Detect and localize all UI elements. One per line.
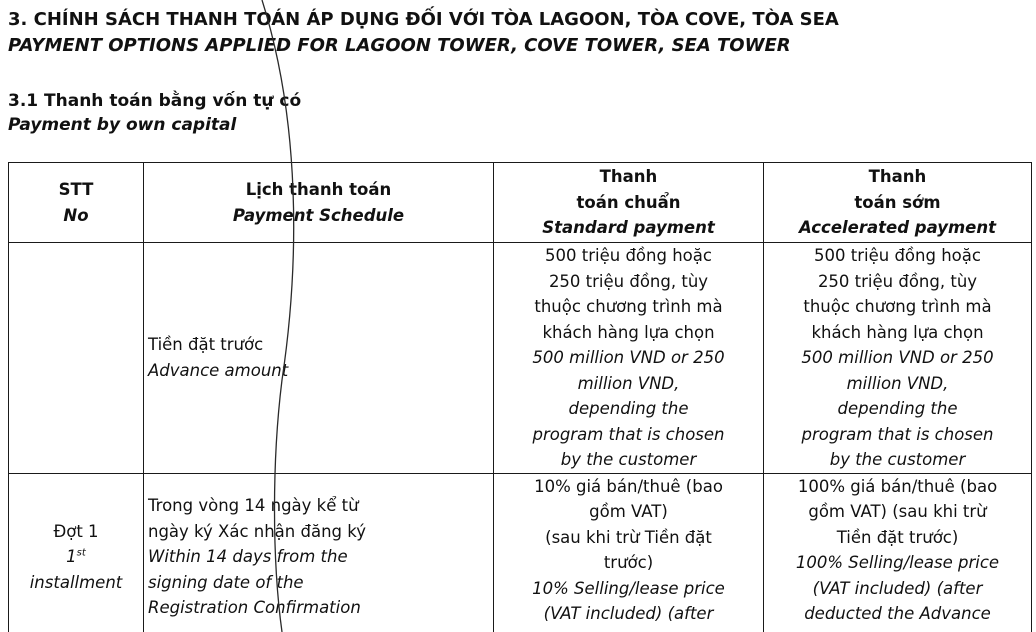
text-line: 500 triệu đồng hoặc — [545, 246, 712, 265]
text-line: by the customer — [829, 450, 966, 469]
text-line: gồm VAT) — [589, 502, 668, 521]
text-line: depending the — [568, 399, 689, 418]
text-line: (sau khi trừ Tiền đặt — [545, 527, 712, 547]
header-schedule — [144, 163, 494, 243]
text-line: Trong vòng 14 ngày kể từ — [148, 496, 359, 516]
text-line: gồm VAT) (sau khi trừ — [808, 502, 987, 521]
table-header-row — [9, 163, 1032, 243]
text-line: Tiền đặt trước) — [836, 527, 959, 547]
header-no-en: No — [63, 205, 89, 225]
header-schedule-vi: Lịch thanh toán — [245, 180, 392, 199]
text-line: (VAT included) (after — [812, 578, 983, 598]
text-line: khách hàng lựa chọn — [811, 322, 984, 342]
text-line: 100% giá bán/thuê (bao — [797, 476, 998, 496]
text-line: deducted the Advance — [804, 604, 991, 623]
header-standard-vi-2: toán chuẩn — [576, 192, 681, 212]
text-line: program that is chosen — [532, 424, 725, 444]
text-line: million VND, — [577, 373, 680, 393]
text-line: 250 triệu đồng, tùy — [817, 271, 978, 291]
text-line: Within 14 days from the — [148, 547, 348, 567]
header-accelerated — [764, 163, 1032, 243]
table-row — [9, 243, 1032, 474]
text-line: thuộc chương trình mà — [803, 297, 992, 316]
cell-schedule-en: Advance amount — [148, 360, 289, 380]
header-accelerated-vi-2: toán sớm — [854, 192, 941, 212]
header-accelerated-en: Accelerated payment — [799, 218, 996, 238]
text-line: Registration Confirmation — [148, 598, 361, 618]
text-line: program that is chosen — [801, 424, 994, 444]
header-no — [9, 163, 144, 243]
text-line: 250 triệu đồng, tùy — [548, 271, 709, 291]
cell-no-vi: Đợt 1 — [53, 521, 99, 541]
cell-no — [9, 473, 144, 632]
cell-schedule — [144, 243, 494, 474]
payment-schedule-table — [8, 162, 1032, 632]
text-line: thuộc chương trình mà — [534, 297, 723, 316]
text-line: trước) — [603, 553, 654, 572]
header-schedule-en: Payment Schedule — [232, 205, 405, 225]
text-line: 100% Selling/lease price — [795, 553, 1000, 572]
header-accelerated-vi-1: Thanh — [868, 167, 927, 187]
ordinal-suffix: st — [76, 547, 86, 559]
text-line: 10% Selling/lease price — [532, 578, 725, 598]
cell-standard — [494, 243, 764, 474]
cell-accelerated — [764, 473, 1032, 632]
header-standard-en: Standard payment — [542, 218, 715, 238]
header-no-vi: STT — [58, 180, 94, 199]
text-line: ngày ký Xác nhận đăng ký — [148, 521, 366, 541]
header-standard — [494, 163, 764, 243]
cell-accelerated — [764, 243, 1032, 474]
header-standard-vi-1: Thanh — [599, 167, 658, 187]
ordinal-number: 1 — [66, 547, 77, 567]
text-line: (VAT included) (after — [543, 604, 714, 623]
subsection-title-vi: 3.1 Thanh toán bằng vốn tự có — [8, 91, 302, 111]
text-line: signing date of the — [148, 572, 304, 592]
table-row — [9, 473, 1032, 632]
text-line: 500 million VND or 250 — [801, 348, 994, 367]
text-line: 500 million VND or 250 — [532, 348, 725, 367]
cell-schedule — [144, 473, 494, 632]
text-line: 10% giá bán/thuê (bao — [534, 476, 723, 496]
text-line: 500 triệu đồng hoặc — [814, 246, 981, 265]
cell-standard — [494, 473, 764, 632]
section-title-vi: 3. CHÍNH SÁCH THANH TOÁN ÁP DỤNG ĐỐI VỚI TÒA LAGOON, TÒA COVE, TÒA SEA — [8, 9, 839, 30]
subsection-title-en: Payment by own capital — [8, 115, 237, 135]
text-line: by the customer — [560, 450, 697, 469]
cell-no-en-word: installment — [29, 572, 123, 592]
text-line: depending the — [837, 399, 958, 418]
text-line: khách hàng lựa chọn — [542, 322, 715, 342]
text-line: million VND, — [846, 373, 949, 393]
cell-no — [9, 243, 144, 474]
section-title-en: PAYMENT OPTIONS APPLIED FOR LAGOON TOWER, COVE TOWER, SEA TOWER — [8, 35, 791, 56]
cell-schedule-vi: Tiền đặt trước — [148, 335, 264, 355]
cell-no-en-ordinal — [13, 544, 139, 570]
